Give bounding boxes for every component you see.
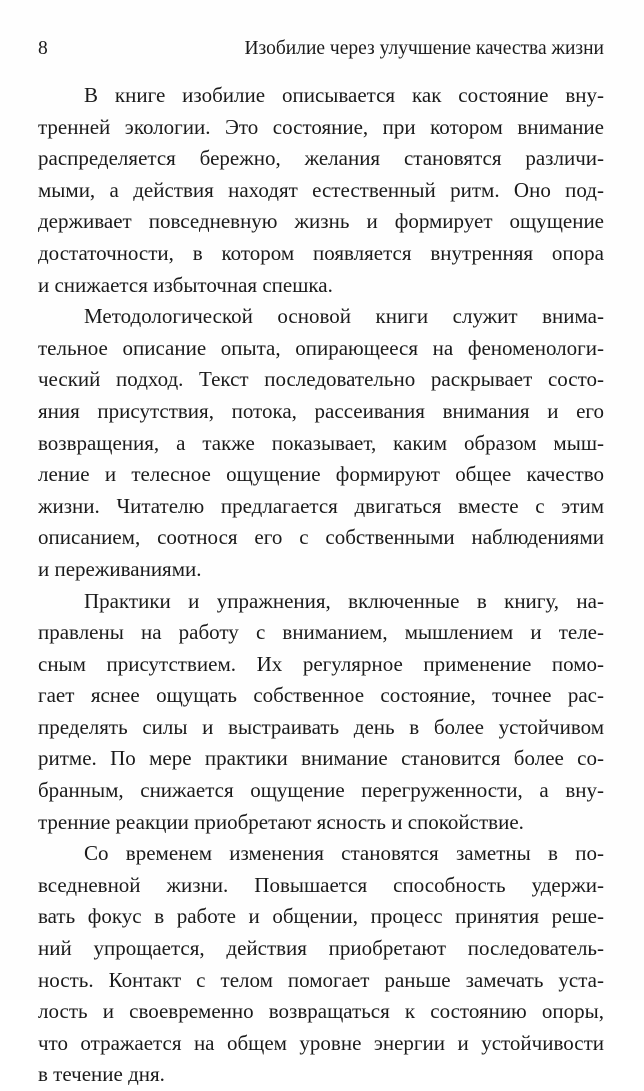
text-line: правлены на работу с вниманием, мышлением и теле-: [38, 620, 604, 645]
text-line: и снижается избыточная спешка.: [38, 272, 333, 297]
text-line: пределять силы и выстраивать день в более устойчивом: [38, 714, 604, 739]
text-line: возвращения, а также показывает, каким образом мыш-: [38, 430, 604, 455]
text-line: и переживаниями.: [38, 556, 202, 581]
text-line: достаточности, в котором появляется внутренняя опора: [38, 240, 604, 265]
text-line: жизни. Читателю предлагается двигаться вместе с этим: [38, 493, 604, 518]
text-line: тренней экологии. Это состояние, при котором внимание: [38, 114, 604, 139]
text-line: ление и телесное ощущение формируют общее качество: [38, 462, 604, 487]
text-line: распределяется бережно, желания становятся различи-: [38, 146, 604, 171]
paragraph: [38, 80, 604, 301]
text-line: Методологической основой книги служит внима-: [84, 304, 604, 329]
text-line: что отражается на общем уровне энергии и устойчивости: [38, 1030, 604, 1055]
text-line: Практики и упражнения, включенные в книгу, на-: [84, 588, 604, 613]
text-line: вседневной жизни. Повышается способность удержи-: [38, 872, 604, 897]
text-line: тельное описание опыта, опирающееся на феноменологи-: [38, 335, 604, 360]
text-line: держивает повседневную жизнь и формирует ощущение: [38, 209, 604, 234]
text-line: В книге изобилие описывается как состояние вну-: [84, 83, 604, 107]
text-line: ритме. По мере практики внимание становится более со-: [38, 746, 604, 771]
text-line: мыми, а действия находят естественный ритм. Оно под-: [38, 177, 604, 202]
text-line: ность. Контакт с телом помогает раньше замечать уста-: [38, 967, 604, 992]
running-title: Изобилие через улучшение качества жизни: [244, 38, 604, 59]
running-header: [38, 34, 604, 64]
text-line: бранным, снижается ощущение перегруженности, а вну-: [38, 778, 604, 803]
page-number: 8: [38, 38, 48, 59]
body-text: [38, 80, 604, 1091]
text-line: описанием, соотнося его с собственными наблюдениями: [38, 525, 604, 550]
paragraph: [38, 586, 604, 839]
text-line: гает яснее ощущать собственное состояние, точнее рас-: [38, 683, 604, 708]
text-line: тренние реакции приобретают ясность и спокойствие.: [38, 809, 524, 834]
text-line: вать фокус в работе и общении, процесс принятия реше-: [38, 904, 604, 929]
text-line: сным присутствием. Их регулярное применение помо-: [38, 651, 604, 676]
paragraph: [38, 301, 604, 585]
text-line: Со временем изменения становятся заметны в по-: [84, 841, 604, 866]
text-line: в течение дня.: [38, 1062, 165, 1087]
text-line: лость и своевременно возвращаться к состоянию опоры,: [38, 999, 604, 1024]
paragraph: [38, 838, 604, 1091]
text-line: ний упрощается, действия приобретают последователь-: [38, 936, 604, 961]
text-line: яния присутствия, потока, рассеивания внимания и его: [38, 398, 604, 423]
text-line: ческий подход. Текст последовательно раскрывает состо-: [38, 367, 604, 392]
